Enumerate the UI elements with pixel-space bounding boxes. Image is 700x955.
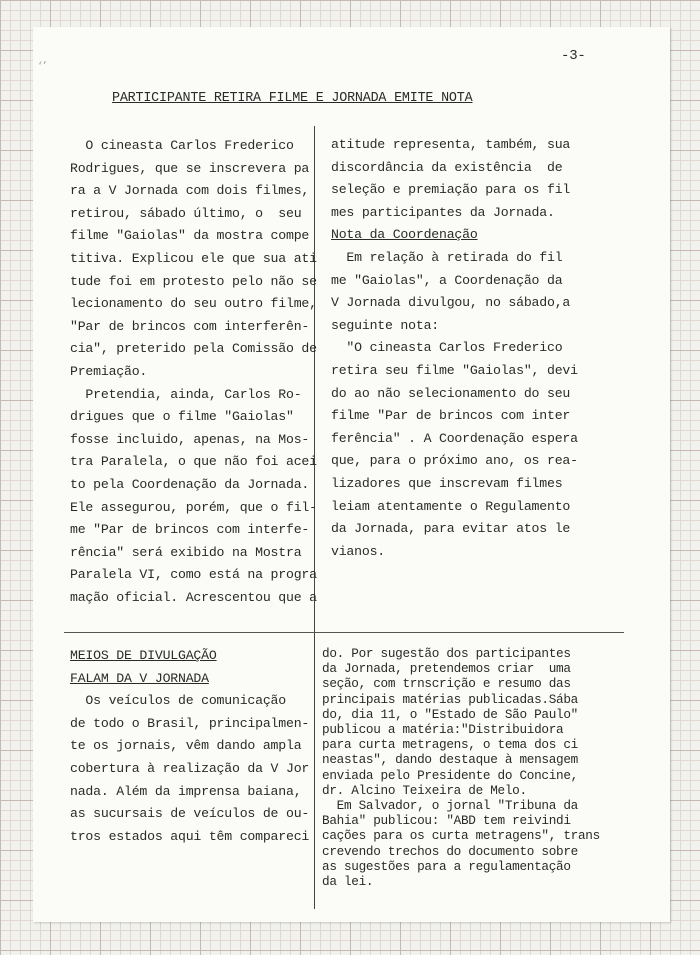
text-line: vianos. xyxy=(331,543,385,559)
text-line: nada. Além da imprensa baiana, xyxy=(70,783,302,799)
text-line: retira seu filme "Gaiolas", devi xyxy=(331,362,578,378)
text-line: seção, com trnscrição e resumo das xyxy=(322,676,571,692)
text-line: principais matérias publicadas.Sába xyxy=(322,691,578,707)
text-line: "O cineasta Carlos Frederico xyxy=(331,340,563,356)
text-line: drigues que o filme "Gaiolas" xyxy=(70,409,294,425)
text-line: as sugestões para a regulamentação xyxy=(322,858,571,874)
text-line: tra Paralela, o que não foi acei xyxy=(70,454,317,470)
right-column-top xyxy=(331,134,578,563)
section-heading: MEIOS DE DIVULGAÇÃO xyxy=(70,648,217,663)
text-line: me "Gaiolas", a Coordenação da xyxy=(331,272,563,288)
text-line: filme "Gaiolas" da mostra compe xyxy=(70,228,310,244)
text-line: atitude representa, também, sua xyxy=(331,137,571,152)
article-title: PARTICIPANTE RETIRA FILME E JORNADA EMITE NOTA xyxy=(112,91,473,106)
text-line: de todo o Brasil, principalmen- xyxy=(70,715,310,731)
text-line: lecionamento do seu outro filme, xyxy=(70,296,317,312)
text-line: Os veículos de comunicação xyxy=(70,693,286,709)
page-number: -3- xyxy=(561,48,586,64)
text-line: me "Par de brincos com interfe- xyxy=(70,522,310,538)
text-line: neastas", dando destaque à mensagem xyxy=(322,752,578,768)
text-line: do, dia 11, o "Estado de São Paulo" xyxy=(322,706,578,722)
text-line: da Jornada, para evitar atos le xyxy=(331,521,571,537)
text-line: cações para os curta metragens", trans xyxy=(322,828,600,844)
text-line: mes participantes da Jornada. xyxy=(331,204,555,220)
pencil-mark: ʻʼ xyxy=(38,60,47,75)
text-line: titiva. Explicou ele que sua ati xyxy=(70,250,317,266)
text-line: do ao não selecionamento do seu xyxy=(331,385,571,401)
text-line: Em relação à retirada do fil xyxy=(331,249,563,265)
text-line: que, para o próximo ano, os rea- xyxy=(331,453,578,469)
text-line: crevendo trechos do documento sobre xyxy=(322,843,578,859)
text-line: seleção e premiação para os fil xyxy=(331,182,571,198)
text-line: publicou a matéria:"Distribuidora xyxy=(322,722,564,738)
left-column-bottom xyxy=(70,645,309,848)
text-line: para curta metragens, o tema dos ci xyxy=(322,737,578,753)
text-line: cobertura à realização da V Jor xyxy=(70,760,310,776)
text-line: fosse incluido, apenas, na Mos- xyxy=(70,431,310,447)
text-line: Premiação. xyxy=(70,363,148,379)
text-line: dr. Alcino Teixeira de Melo. xyxy=(322,782,527,798)
text-line: enviada pelo Presidente do Concine, xyxy=(322,767,578,783)
text-line: retirou, sábado último, o seu xyxy=(70,205,302,221)
text-line: Pretendia, ainda, Carlos Ro- xyxy=(70,386,302,402)
text-line: da Jornada, pretendemos criar uma xyxy=(322,661,571,677)
text-line: Em Salvador, o jornal "Tribuna da xyxy=(322,798,578,814)
text-line: do. Por sugestão dos participantes xyxy=(322,646,571,661)
text-line: leiam atentamente o Regulamento xyxy=(331,498,571,514)
text-line: filme "Par de brincos com inter xyxy=(331,408,571,424)
left-column-top xyxy=(70,135,317,609)
text-line: lizadores que inscrevam filmes xyxy=(331,475,563,491)
text-line: te os jornais, vêm dando ampla xyxy=(70,738,302,754)
text-line: ferência" . A Coordenação espera xyxy=(331,430,578,446)
text-line: rência" será exibido na Mostra xyxy=(70,544,302,560)
note-subheading: Nota da Coordenação xyxy=(331,227,478,243)
text-line: mação oficial. Acrescentou que a xyxy=(70,589,317,605)
text-line: O cineasta Carlos Frederico xyxy=(70,138,294,153)
text-line: tude foi em protesto pelo não se xyxy=(70,273,317,289)
text-line: Bahia" publicou: "ABD tem reivindi xyxy=(322,813,571,829)
text-line: ra a V Jornada com dois filmes, xyxy=(70,183,310,199)
text-line: V Jornada divulgou, no sábado,a xyxy=(331,295,571,311)
text-line: discordância da existência de xyxy=(331,159,563,175)
section-heading: FALAM DA V JORNADA xyxy=(70,670,209,686)
text-line: Paralela VI, como está na progra xyxy=(70,567,317,583)
text-line: "Par de brincos com interferên- xyxy=(70,318,310,334)
text-line: Ele assegurou, porém, que o fil- xyxy=(70,499,317,515)
text-line: as sucursais de veículos de ou- xyxy=(70,806,310,822)
text-line: Rodrigues, que se inscrevera pa xyxy=(70,160,310,176)
text-line: seguinte nota: xyxy=(331,317,439,333)
text-line: tros estados aqui têm compareci xyxy=(70,828,310,844)
text-line: da lei. xyxy=(322,874,374,890)
text-line: to pela Coordenação da Jornada. xyxy=(70,476,310,492)
text-line: cia", preterido pela Comissão de xyxy=(70,341,317,357)
section-divider xyxy=(64,632,624,633)
right-column-bottom xyxy=(322,646,600,889)
